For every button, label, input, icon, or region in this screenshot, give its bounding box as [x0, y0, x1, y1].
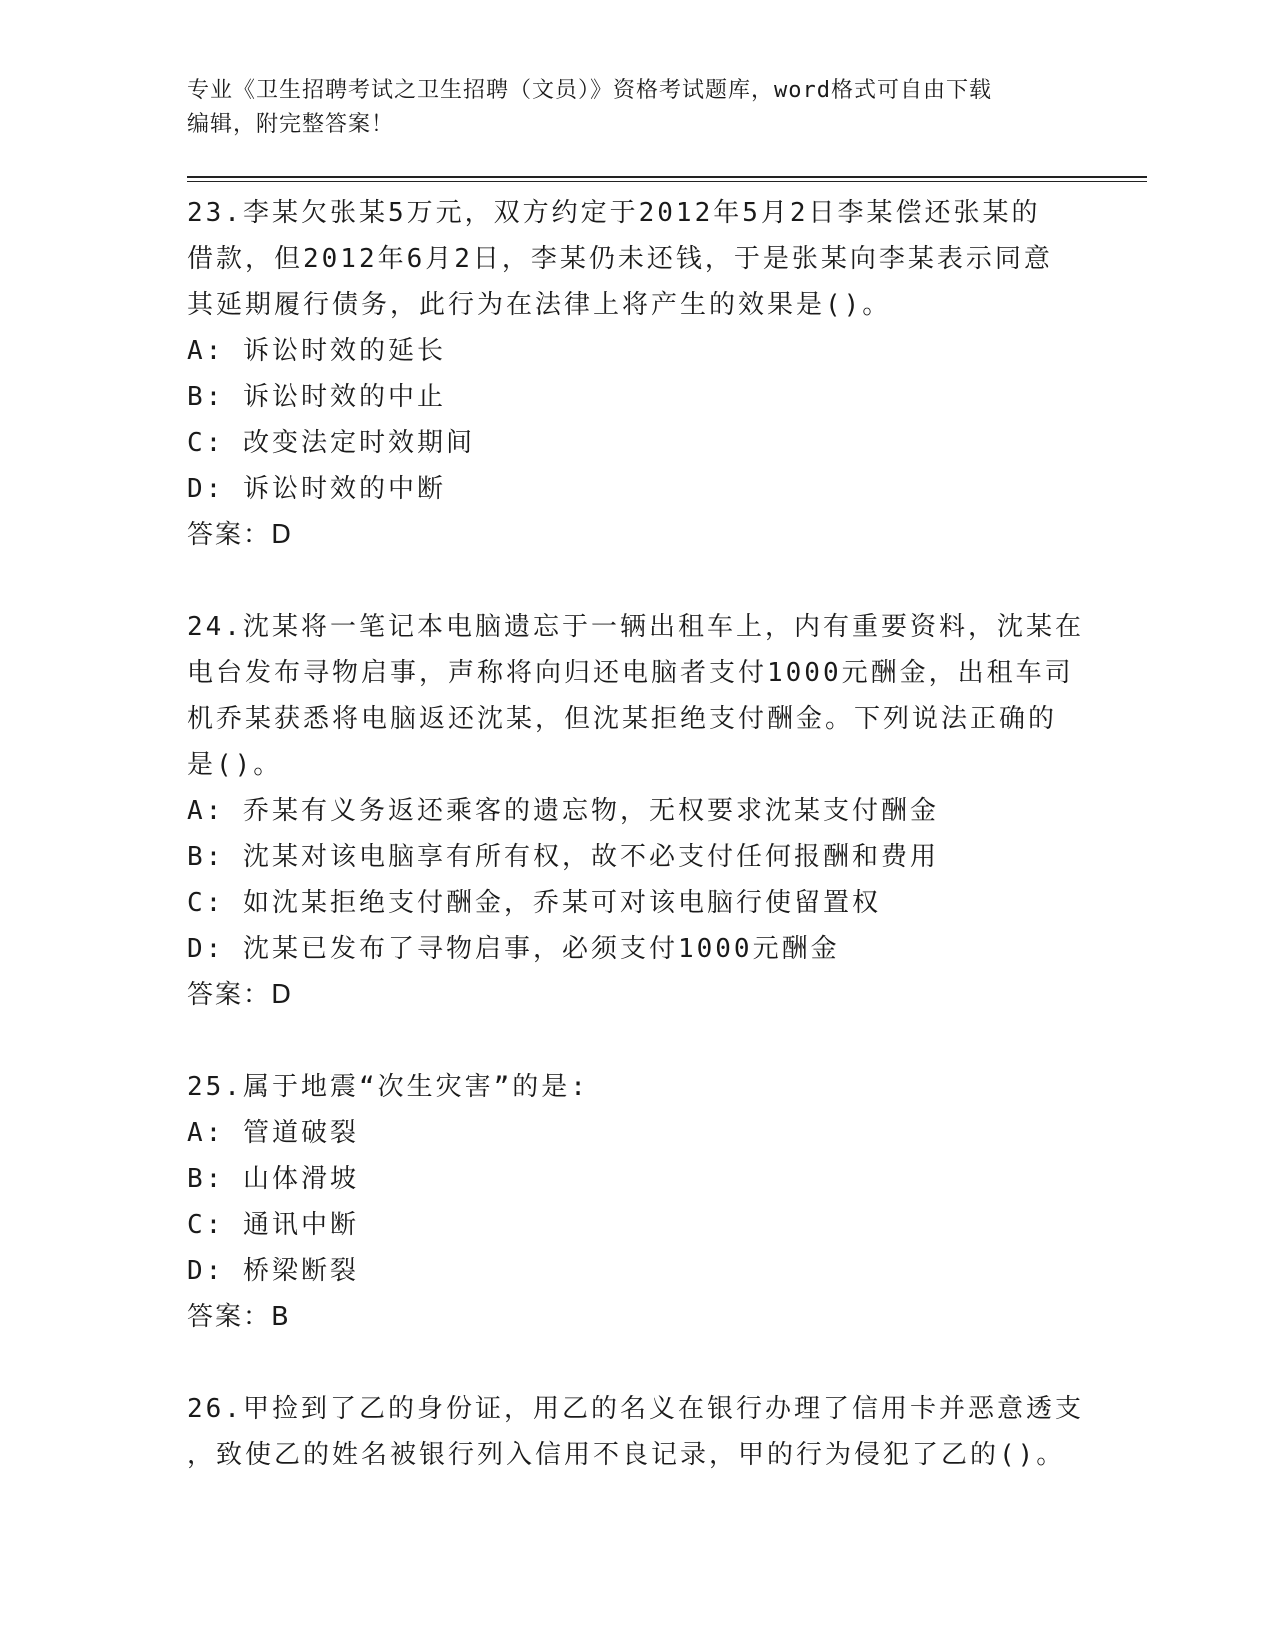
- question-text-line: 26.甲捡到了乙的身份证，用乙的名义在银行办理了信用卡并恶意透支: [187, 1394, 1084, 1424]
- answer-label: 答案：B: [187, 1302, 291, 1332]
- answer-label: 答案：D: [187, 520, 294, 550]
- answer-label: 答案：D: [187, 980, 294, 1010]
- question-23: [187, 190, 1087, 558]
- question-24: [187, 604, 1087, 1018]
- option-d: D: 诉讼时效的中断: [187, 474, 446, 504]
- option-c: C: 如沈某拒绝支付酬金，乔某可对该电脑行使留置权: [187, 888, 881, 918]
- question-text-line: 23.李某欠张某5万元，双方约定于2012年5月2日李某偿还张某的: [187, 198, 1041, 228]
- header-divider-thick: [187, 176, 1147, 178]
- question-text-line: ，致使乙的姓名被银行列入信用不良记录，甲的行为侵犯了乙的()。: [187, 1440, 1066, 1470]
- header-line-2: 编辑，附完整答案！: [187, 112, 395, 137]
- question-list: [187, 190, 1087, 1524]
- option-d: D: 沈某已发布了寻物启事，必须支付1000元酬金: [187, 934, 840, 964]
- option-b: B: 诉讼时效的中止: [187, 382, 446, 412]
- question-text-line: 机乔某获悉将电脑返还沈某，但沈某拒绝支付酬金。下列说法正确的: [187, 704, 1058, 734]
- question-text-line: 其延期履行债务，此行为在法律上将产生的效果是()。: [187, 290, 892, 320]
- question-26: [187, 1386, 1087, 1478]
- option-a: A: 诉讼时效的延长: [187, 336, 446, 366]
- header-line-1: 专业《卫生招聘考试之卫生招聘（文员）》资格考试题库，word格式可自由下载: [187, 78, 992, 103]
- option-c: C: 改变法定时效期间: [187, 428, 475, 458]
- header-divider-thin: [187, 181, 1147, 182]
- option-c: C: 通讯中断: [187, 1210, 359, 1240]
- question-25: [187, 1064, 1087, 1340]
- option-a: A: 管道破裂: [187, 1118, 359, 1148]
- option-b: B: 山体滑坡: [187, 1164, 359, 1194]
- question-text-line: 25.属于地震“次生灾害”的是:: [187, 1072, 589, 1102]
- option-b: B: 沈某对该电脑享有所有权，故不必支付任何报酬和费用: [187, 842, 939, 872]
- option-d: D: 桥梁断裂: [187, 1256, 359, 1286]
- question-text-line: 电台发布寻物启事，声称将向归还电脑者支付1000元酬金，出租车司: [187, 658, 1074, 688]
- document-header: [187, 74, 1087, 142]
- question-text-line: 是()。: [187, 750, 283, 780]
- question-text-line: 借款，但2012年6月2日，李某仍未还钱，于是张某向李某表示同意: [187, 244, 1053, 274]
- option-a: A: 乔某有义务返还乘客的遗忘物，无权要求沈某支付酬金: [187, 796, 939, 826]
- question-text-line: 24.沈某将一笔记本电脑遗忘于一辆出租车上，内有重要资料，沈某在: [187, 612, 1084, 642]
